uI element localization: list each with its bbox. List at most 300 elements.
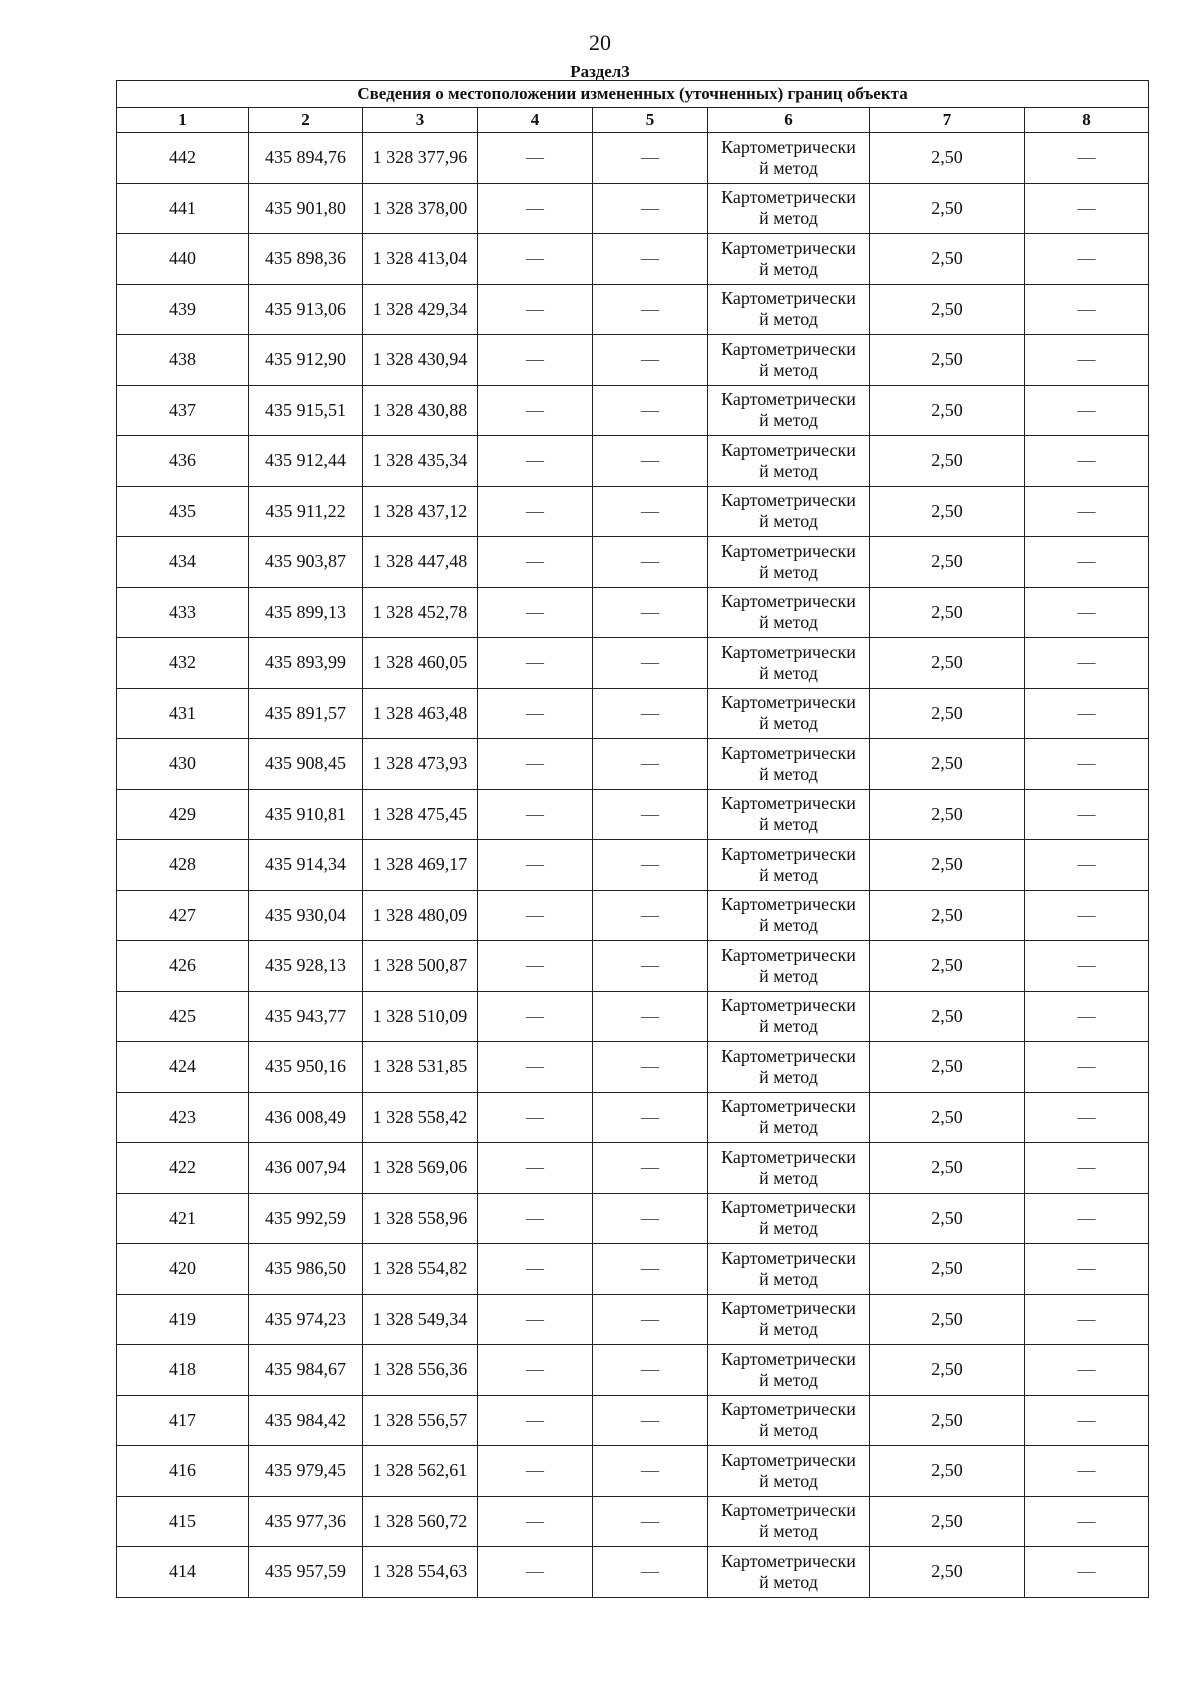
table-row — [117, 133, 1149, 184]
method-cell — [708, 739, 870, 790]
method-cell — [708, 335, 870, 386]
method-cell — [708, 941, 870, 992]
method-line-2: й метод — [759, 1521, 818, 1542]
method-line-2: й метод — [759, 1319, 818, 1340]
column-5-cell: — — [593, 486, 708, 537]
column-4-cell: — — [478, 1042, 593, 1093]
column-5-cell: — — [593, 789, 708, 840]
method-line-1: Картометрически — [721, 894, 856, 915]
method-line-2: й метод — [759, 309, 818, 330]
column-5-cell: — — [593, 739, 708, 790]
method-cell — [708, 890, 870, 941]
accuracy-cell: 2,50 — [870, 688, 1025, 739]
x-coordinate-cell: 435 957,59 — [249, 1547, 363, 1598]
column-8-cell: — — [1025, 991, 1149, 1042]
method-line-1: Картометрически — [721, 540, 856, 561]
column-4-cell: — — [478, 1092, 593, 1143]
column-5-cell: — — [593, 1143, 708, 1194]
column-header: 5 — [593, 108, 708, 133]
table-row — [117, 789, 1149, 840]
column-5-cell: — — [593, 1345, 708, 1396]
method-cell — [708, 486, 870, 537]
table-row — [117, 1244, 1149, 1295]
accuracy-cell: 2,50 — [870, 1395, 1025, 1446]
x-coordinate-cell: 435 914,34 — [249, 840, 363, 891]
method-cell — [708, 1092, 870, 1143]
column-4-cell: — — [478, 385, 593, 436]
column-header: 7 — [870, 108, 1025, 133]
method-line-2: й метод — [759, 915, 818, 936]
table-row — [117, 941, 1149, 992]
method-line-1: Картометрически — [721, 1449, 856, 1470]
x-coordinate-cell: 435 908,45 — [249, 739, 363, 790]
table-row — [117, 385, 1149, 436]
column-5-cell: — — [593, 1395, 708, 1446]
y-coordinate-cell: 1 328 554,82 — [363, 1244, 478, 1295]
column-4-cell: — — [478, 789, 593, 840]
method-line-1: Картометрически — [721, 1197, 856, 1218]
column-4-cell: — — [478, 739, 593, 790]
point-number-cell: 440 — [117, 234, 249, 285]
accuracy-cell: 2,50 — [870, 1345, 1025, 1396]
point-number-cell: 430 — [117, 739, 249, 790]
point-number-cell: 416 — [117, 1446, 249, 1497]
column-5-cell: — — [593, 890, 708, 941]
method-cell — [708, 537, 870, 588]
column-4-cell: — — [478, 1547, 593, 1598]
column-8-cell: — — [1025, 385, 1149, 436]
column-8-cell: — — [1025, 335, 1149, 386]
column-4-cell: — — [478, 1143, 593, 1194]
method-cell — [708, 1193, 870, 1244]
x-coordinate-cell: 435 910,81 — [249, 789, 363, 840]
method-line-2: й метод — [759, 1117, 818, 1138]
method-line-1: Картометрически — [721, 742, 856, 763]
method-cell — [708, 1244, 870, 1295]
y-coordinate-cell: 1 328 562,61 — [363, 1446, 478, 1497]
column-5-cell: — — [593, 1244, 708, 1295]
point-number-cell: 438 — [117, 335, 249, 386]
method-line-1: Картометрически — [721, 1348, 856, 1369]
column-8-cell: — — [1025, 1042, 1149, 1093]
page-number: 20 — [589, 30, 611, 55]
column-4-cell: — — [478, 890, 593, 941]
column-8-cell: — — [1025, 1345, 1149, 1396]
table-row — [117, 1547, 1149, 1598]
method-cell — [708, 385, 870, 436]
table-row — [117, 840, 1149, 891]
table-row — [117, 688, 1149, 739]
point-number-cell: 422 — [117, 1143, 249, 1194]
y-coordinate-cell: 1 328 560,72 — [363, 1496, 478, 1547]
column-4-cell: — — [478, 1395, 593, 1446]
method-line-1: Картометрически — [721, 793, 856, 814]
accuracy-cell: 2,50 — [870, 133, 1025, 184]
method-cell — [708, 688, 870, 739]
column-5-cell: — — [593, 1193, 708, 1244]
column-header: 3 — [363, 108, 478, 133]
method-cell — [708, 436, 870, 487]
method-line-1: Картометрически — [721, 1247, 856, 1268]
point-number-cell: 441 — [117, 183, 249, 234]
column-5-cell: — — [593, 587, 708, 638]
table-row — [117, 991, 1149, 1042]
x-coordinate-cell: 436 007,94 — [249, 1143, 363, 1194]
column-5-cell: — — [593, 1294, 708, 1345]
x-coordinate-cell: 435 984,67 — [249, 1345, 363, 1396]
x-coordinate-cell: 435 992,59 — [249, 1193, 363, 1244]
point-number-cell: 414 — [117, 1547, 249, 1598]
method-cell — [708, 789, 870, 840]
y-coordinate-cell: 1 328 558,96 — [363, 1193, 478, 1244]
y-coordinate-cell: 1 328 429,34 — [363, 284, 478, 335]
column-4-cell: — — [478, 183, 593, 234]
column-5-cell: — — [593, 688, 708, 739]
column-5-cell: — — [593, 335, 708, 386]
method-cell — [708, 587, 870, 638]
x-coordinate-cell: 435 986,50 — [249, 1244, 363, 1295]
table-row — [117, 1294, 1149, 1345]
table-row — [117, 284, 1149, 335]
method-line-2: й метод — [759, 258, 818, 279]
accuracy-cell: 2,50 — [870, 1193, 1025, 1244]
y-coordinate-cell: 1 328 473,93 — [363, 739, 478, 790]
point-number-cell: 424 — [117, 1042, 249, 1093]
y-coordinate-cell: 1 328 554,63 — [363, 1547, 478, 1598]
method-line-1: Картометрически — [721, 237, 856, 258]
method-line-2: й метод — [759, 1167, 818, 1188]
column-8-cell: — — [1025, 436, 1149, 487]
coordinates-table — [116, 80, 1149, 1598]
column-8-cell: — — [1025, 941, 1149, 992]
accuracy-cell: 2,50 — [870, 183, 1025, 234]
method-line-2: й метод — [759, 612, 818, 633]
table-row — [117, 739, 1149, 790]
method-line-1: Картометрически — [721, 1399, 856, 1420]
table-body — [117, 133, 1149, 1598]
column-4-cell: — — [478, 1244, 593, 1295]
column-8-cell: — — [1025, 234, 1149, 285]
method-line-2: й метод — [759, 1369, 818, 1390]
column-8-cell: — — [1025, 840, 1149, 891]
column-5-cell: — — [593, 941, 708, 992]
table-row — [117, 335, 1149, 386]
column-header: 8 — [1025, 108, 1149, 133]
method-line-1: Картометрически — [721, 490, 856, 511]
method-line-1: Картометрически — [721, 1045, 856, 1066]
column-8-cell: — — [1025, 486, 1149, 537]
method-line-2: й метод — [759, 561, 818, 582]
table-row — [117, 1042, 1149, 1093]
table-row — [117, 183, 1149, 234]
column-5-cell: — — [593, 537, 708, 588]
method-line-1: Картометрически — [721, 1500, 856, 1521]
column-8-cell: — — [1025, 789, 1149, 840]
x-coordinate-cell: 435 911,22 — [249, 486, 363, 537]
method-line-2: й метод — [759, 1470, 818, 1491]
point-number-cell: 428 — [117, 840, 249, 891]
method-line-1: Картометрически — [721, 944, 856, 965]
point-number-cell: 434 — [117, 537, 249, 588]
table-row — [117, 537, 1149, 588]
y-coordinate-cell: 1 328 452,78 — [363, 587, 478, 638]
method-cell — [708, 1345, 870, 1396]
accuracy-cell: 2,50 — [870, 739, 1025, 790]
column-5-cell: — — [593, 436, 708, 487]
method-line-2: й метод — [759, 1268, 818, 1289]
table-row — [117, 638, 1149, 689]
y-coordinate-cell: 1 328 460,05 — [363, 638, 478, 689]
column-5-cell: — — [593, 1092, 708, 1143]
column-8-cell: — — [1025, 1244, 1149, 1295]
x-coordinate-cell: 435 974,23 — [249, 1294, 363, 1345]
point-number-cell: 432 — [117, 638, 249, 689]
method-cell — [708, 1294, 870, 1345]
x-coordinate-cell: 435 979,45 — [249, 1446, 363, 1497]
method-line-1: Картометрически — [721, 641, 856, 662]
x-coordinate-cell: 435 943,77 — [249, 991, 363, 1042]
section-label: Раздел3 — [570, 62, 630, 81]
table-row — [117, 587, 1149, 638]
point-number-cell: 429 — [117, 789, 249, 840]
column-4-cell: — — [478, 133, 593, 184]
column-5-cell: — — [593, 133, 708, 184]
method-line-2: й метод — [759, 763, 818, 784]
point-number-cell: 442 — [117, 133, 249, 184]
column-8-cell: — — [1025, 183, 1149, 234]
column-header: 2 — [249, 108, 363, 133]
accuracy-cell: 2,50 — [870, 840, 1025, 891]
table-row — [117, 890, 1149, 941]
x-coordinate-cell: 435 913,06 — [249, 284, 363, 335]
column-8-cell: — — [1025, 133, 1149, 184]
table-row — [117, 486, 1149, 537]
accuracy-cell: 2,50 — [870, 1143, 1025, 1194]
column-number-row — [117, 108, 1149, 133]
column-8-cell: — — [1025, 1294, 1149, 1345]
column-4-cell: — — [478, 1496, 593, 1547]
column-4-cell: — — [478, 1294, 593, 1345]
point-number-cell: 426 — [117, 941, 249, 992]
method-line-1: Картометрически — [721, 187, 856, 208]
x-coordinate-cell: 435 899,13 — [249, 587, 363, 638]
column-8-cell: — — [1025, 739, 1149, 790]
accuracy-cell: 2,50 — [870, 537, 1025, 588]
accuracy-cell: 2,50 — [870, 638, 1025, 689]
method-line-1: Картометрически — [721, 995, 856, 1016]
column-5-cell: — — [593, 284, 708, 335]
method-cell — [708, 1446, 870, 1497]
accuracy-cell: 2,50 — [870, 1547, 1025, 1598]
column-8-cell: — — [1025, 537, 1149, 588]
point-number-cell: 427 — [117, 890, 249, 941]
method-line-2: й метод — [759, 410, 818, 431]
method-line-2: й метод — [759, 157, 818, 178]
method-line-2: й метод — [759, 1571, 818, 1592]
column-4-cell: — — [478, 1345, 593, 1396]
x-coordinate-cell: 435 977,36 — [249, 1496, 363, 1547]
column-8-cell: — — [1025, 1395, 1149, 1446]
method-line-1: Картометрически — [721, 1550, 856, 1571]
y-coordinate-cell: 1 328 435,34 — [363, 436, 478, 487]
column-8-cell: — — [1025, 638, 1149, 689]
x-coordinate-cell: 435 894,76 — [249, 133, 363, 184]
method-line-1: Картометрически — [721, 389, 856, 410]
accuracy-cell: 2,50 — [870, 436, 1025, 487]
method-line-1: Картометрически — [721, 1298, 856, 1319]
y-coordinate-cell: 1 328 558,42 — [363, 1092, 478, 1143]
y-coordinate-cell: 1 328 549,34 — [363, 1294, 478, 1345]
y-coordinate-cell: 1 328 377,96 — [363, 133, 478, 184]
x-coordinate-cell: 435 912,90 — [249, 335, 363, 386]
table-row — [117, 1143, 1149, 1194]
method-line-2: й метод — [759, 1016, 818, 1037]
column-8-cell: — — [1025, 1446, 1149, 1497]
accuracy-cell: 2,50 — [870, 284, 1025, 335]
point-number-cell: 425 — [117, 991, 249, 1042]
point-number-cell: 420 — [117, 1244, 249, 1295]
column-8-cell: — — [1025, 890, 1149, 941]
accuracy-cell: 2,50 — [870, 234, 1025, 285]
x-coordinate-cell: 436 008,49 — [249, 1092, 363, 1143]
method-line-1: Картометрически — [721, 338, 856, 359]
column-5-cell: — — [593, 1547, 708, 1598]
table-title: Сведения о местоположении измененных (уточненных) границ объекта — [117, 81, 1149, 108]
column-header: 1 — [117, 108, 249, 133]
x-coordinate-cell: 435 950,16 — [249, 1042, 363, 1093]
x-coordinate-cell: 435 912,44 — [249, 436, 363, 487]
y-coordinate-cell: 1 328 430,88 — [363, 385, 478, 436]
method-line-2: й метод — [759, 1420, 818, 1441]
column-5-cell: — — [593, 1496, 708, 1547]
accuracy-cell: 2,50 — [870, 587, 1025, 638]
table-row — [117, 1496, 1149, 1547]
point-number-cell: 417 — [117, 1395, 249, 1446]
method-line-2: й метод — [759, 460, 818, 481]
y-coordinate-cell: 1 328 556,57 — [363, 1395, 478, 1446]
method-cell — [708, 284, 870, 335]
accuracy-cell: 2,50 — [870, 789, 1025, 840]
accuracy-cell: 2,50 — [870, 335, 1025, 386]
method-line-2: й метод — [759, 814, 818, 835]
column-8-cell: — — [1025, 688, 1149, 739]
accuracy-cell: 2,50 — [870, 991, 1025, 1042]
y-coordinate-cell: 1 328 510,09 — [363, 991, 478, 1042]
method-line-1: Картометрически — [721, 136, 856, 157]
x-coordinate-cell: 435 893,99 — [249, 638, 363, 689]
table-row — [117, 1395, 1149, 1446]
method-cell — [708, 183, 870, 234]
method-line-2: й метод — [759, 511, 818, 532]
table-row — [117, 1193, 1149, 1244]
y-coordinate-cell: 1 328 469,17 — [363, 840, 478, 891]
y-coordinate-cell: 1 328 430,94 — [363, 335, 478, 386]
method-cell — [708, 133, 870, 184]
method-line-1: Картометрически — [721, 843, 856, 864]
y-coordinate-cell: 1 328 413,04 — [363, 234, 478, 285]
column-5-cell: — — [593, 840, 708, 891]
y-coordinate-cell: 1 328 447,48 — [363, 537, 478, 588]
point-number-cell: 437 — [117, 385, 249, 436]
method-cell — [708, 234, 870, 285]
method-line-2: й метод — [759, 208, 818, 229]
table-row — [117, 1345, 1149, 1396]
table-title-row — [117, 81, 1149, 108]
accuracy-cell: 2,50 — [870, 941, 1025, 992]
method-cell — [708, 1496, 870, 1547]
method-cell — [708, 1042, 870, 1093]
point-number-cell: 431 — [117, 688, 249, 739]
method-line-2: й метод — [759, 864, 818, 885]
point-number-cell: 423 — [117, 1092, 249, 1143]
y-coordinate-cell: 1 328 531,85 — [363, 1042, 478, 1093]
column-4-cell: — — [478, 991, 593, 1042]
x-coordinate-cell: 435 984,42 — [249, 1395, 363, 1446]
point-number-cell: 433 — [117, 587, 249, 638]
table-row — [117, 436, 1149, 487]
y-coordinate-cell: 1 328 480,09 — [363, 890, 478, 941]
column-4-cell: — — [478, 840, 593, 891]
method-line-2: й метод — [759, 662, 818, 683]
method-line-1: Картометрически — [721, 692, 856, 713]
accuracy-cell: 2,50 — [870, 1446, 1025, 1497]
point-number-cell: 421 — [117, 1193, 249, 1244]
method-cell — [708, 1547, 870, 1598]
accuracy-cell: 2,50 — [870, 1244, 1025, 1295]
method-cell — [708, 991, 870, 1042]
column-8-cell: — — [1025, 1143, 1149, 1194]
method-cell — [708, 840, 870, 891]
column-header: 6 — [708, 108, 870, 133]
column-8-cell: — — [1025, 1193, 1149, 1244]
point-number-cell: 439 — [117, 284, 249, 335]
column-5-cell: — — [593, 1042, 708, 1093]
column-5-cell: — — [593, 234, 708, 285]
y-coordinate-cell: 1 328 556,36 — [363, 1345, 478, 1396]
method-line-1: Картометрически — [721, 1096, 856, 1117]
column-5-cell: — — [593, 183, 708, 234]
point-number-cell: 435 — [117, 486, 249, 537]
method-line-2: й метод — [759, 359, 818, 380]
column-5-cell: — — [593, 385, 708, 436]
point-number-cell: 419 — [117, 1294, 249, 1345]
column-4-cell: — — [478, 537, 593, 588]
x-coordinate-cell: 435 930,04 — [249, 890, 363, 941]
y-coordinate-cell: 1 328 569,06 — [363, 1143, 478, 1194]
column-4-cell: — — [478, 941, 593, 992]
accuracy-cell: 2,50 — [870, 385, 1025, 436]
method-line-2: й метод — [759, 713, 818, 734]
method-line-1: Картометрически — [721, 591, 856, 612]
column-8-cell: — — [1025, 1547, 1149, 1598]
column-4-cell: — — [478, 1446, 593, 1497]
column-5-cell: — — [593, 1446, 708, 1497]
method-cell — [708, 1395, 870, 1446]
column-header: 4 — [478, 108, 593, 133]
column-8-cell: — — [1025, 1092, 1149, 1143]
point-number-cell: 415 — [117, 1496, 249, 1547]
y-coordinate-cell: 1 328 378,00 — [363, 183, 478, 234]
point-number-cell: 436 — [117, 436, 249, 487]
x-coordinate-cell: 435 903,87 — [249, 537, 363, 588]
accuracy-cell: 2,50 — [870, 1092, 1025, 1143]
column-4-cell: — — [478, 335, 593, 386]
method-cell — [708, 1143, 870, 1194]
column-8-cell: — — [1025, 587, 1149, 638]
x-coordinate-cell: 435 928,13 — [249, 941, 363, 992]
column-4-cell: — — [478, 486, 593, 537]
method-cell — [708, 638, 870, 689]
